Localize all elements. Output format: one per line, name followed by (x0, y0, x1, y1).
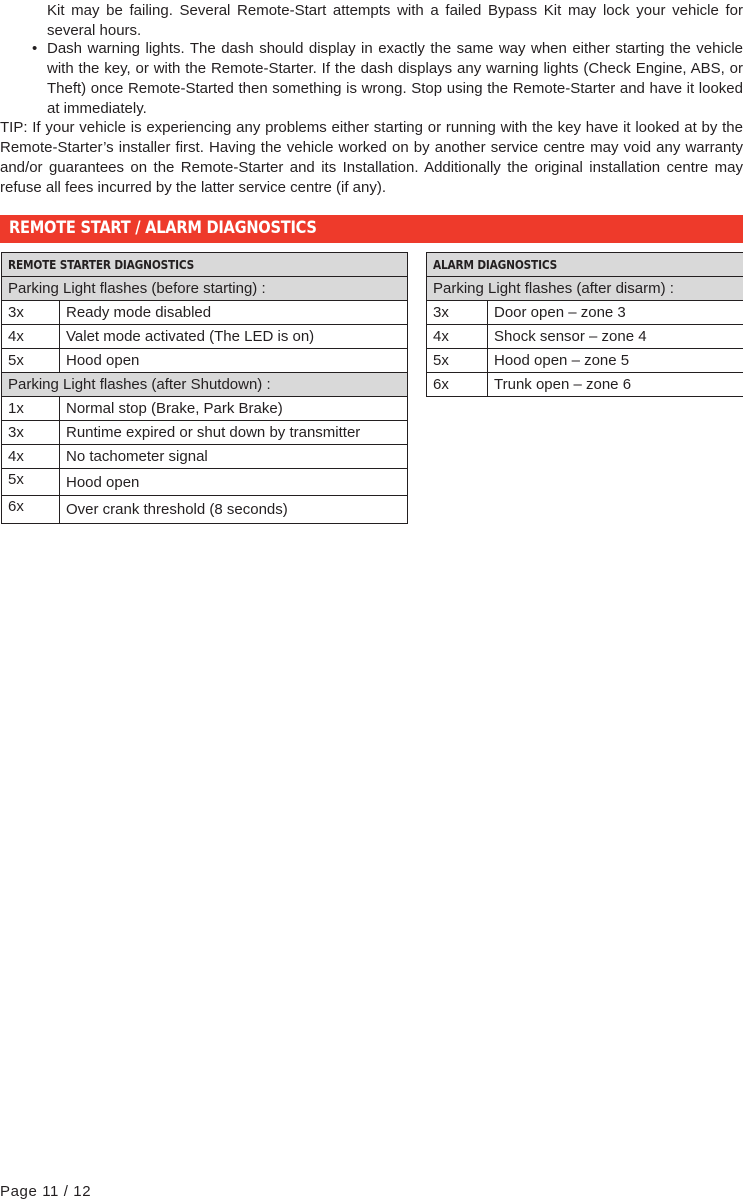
dash-warning-text: Dash warning lights. The dash should display in exactly the same way when either starting the vehicle with the key, or with the Remote-Starter. If the dash displays any warning lights (Check Engine, ABS, or Theft) once Remote-Started then something is wrong. Stop using the Remote-Starter and have it looked at immediately. (47, 40, 743, 117)
table-row (2, 445, 408, 469)
flash-count: 1x (2, 397, 60, 421)
table-row (2, 325, 408, 349)
flash-meaning: Hood open (60, 349, 408, 373)
flash-meaning: Valet mode activated (The LED is on) (60, 325, 408, 349)
flash-meaning: Normal stop (Brake, Park Brake) (60, 397, 408, 421)
flash-meaning: Door open – zone 3 (488, 301, 743, 325)
table-row (427, 349, 743, 373)
flash-count: 6x (2, 496, 60, 524)
flash-meaning: Runtime expired or shut down by transmitter (60, 421, 408, 445)
table-row (2, 469, 408, 496)
flash-count: 3x (427, 301, 488, 325)
alarm-table-title: ALARM DIAGNOSTICS (433, 257, 558, 272)
dash-warning-bullet (32, 39, 743, 119)
flash-meaning: Hood open – zone 5 (488, 349, 743, 373)
table-row (427, 301, 743, 325)
group-title-after-disarm: Parking Light flashes (after disarm) : (427, 277, 743, 301)
table-row (2, 496, 408, 524)
table-row (427, 325, 743, 349)
flash-meaning: Over crank threshold (8 seconds) (60, 496, 408, 524)
table-row (427, 373, 743, 397)
flash-count: 4x (427, 325, 488, 349)
flash-count: 3x (2, 421, 60, 445)
flash-count: 5x (2, 469, 60, 496)
flash-count: 5x (2, 349, 60, 373)
flash-meaning: Ready mode disabled (60, 301, 408, 325)
flash-count: 4x (2, 445, 60, 469)
group-title-before-starting: Parking Light flashes (before starting) : (2, 277, 408, 301)
flash-count: 6x (427, 373, 488, 397)
flash-count: 5x (427, 349, 488, 373)
group-title-after-shutdown: Parking Light flashes (after Shutdown) : (2, 373, 408, 397)
flash-meaning: Hood open (60, 469, 408, 496)
table-row (2, 397, 408, 421)
flash-meaning: No tachometer signal (60, 445, 408, 469)
section-title: REMOTE START / ALARM DIAGNOSTICS (9, 218, 317, 238)
table-row (2, 301, 408, 325)
table-header (2, 253, 408, 277)
flash-count: 3x (2, 301, 60, 325)
table-row (2, 349, 408, 373)
remote-table-title: REMOTE STARTER DIAGNOSTICS (8, 257, 195, 272)
remote-starter-diagnostics-table (1, 252, 408, 524)
bullet-dot-icon: • (32, 40, 38, 57)
flash-meaning: Shock sensor – zone 4 (488, 325, 743, 349)
page-number: Page 11 / 12 (0, 1183, 92, 1200)
flash-count: 4x (2, 325, 60, 349)
alarm-diagnostics-table (426, 252, 743, 397)
flash-meaning: Trunk open – zone 6 (488, 373, 743, 397)
intro-continuation-text: Kit may be failing. Several Remote-Start attempts with a failed Bypass Kit may lock your vehicle for several hours. (47, 2, 743, 39)
table-header (427, 253, 743, 277)
table-row (2, 421, 408, 445)
section-banner (0, 215, 743, 243)
tip-paragraph: TIP: If your vehicle is experiencing any problems either starting or running with the key have it looked at by the Remote-Starter’s installer first. Having the vehicle worked on by another service centre may void any warranty and/or guarantees on the Remote-Starter and its Installation. Additionally the original installation centre may refuse all fees incurred by the latter service centre (if any). (0, 119, 743, 196)
